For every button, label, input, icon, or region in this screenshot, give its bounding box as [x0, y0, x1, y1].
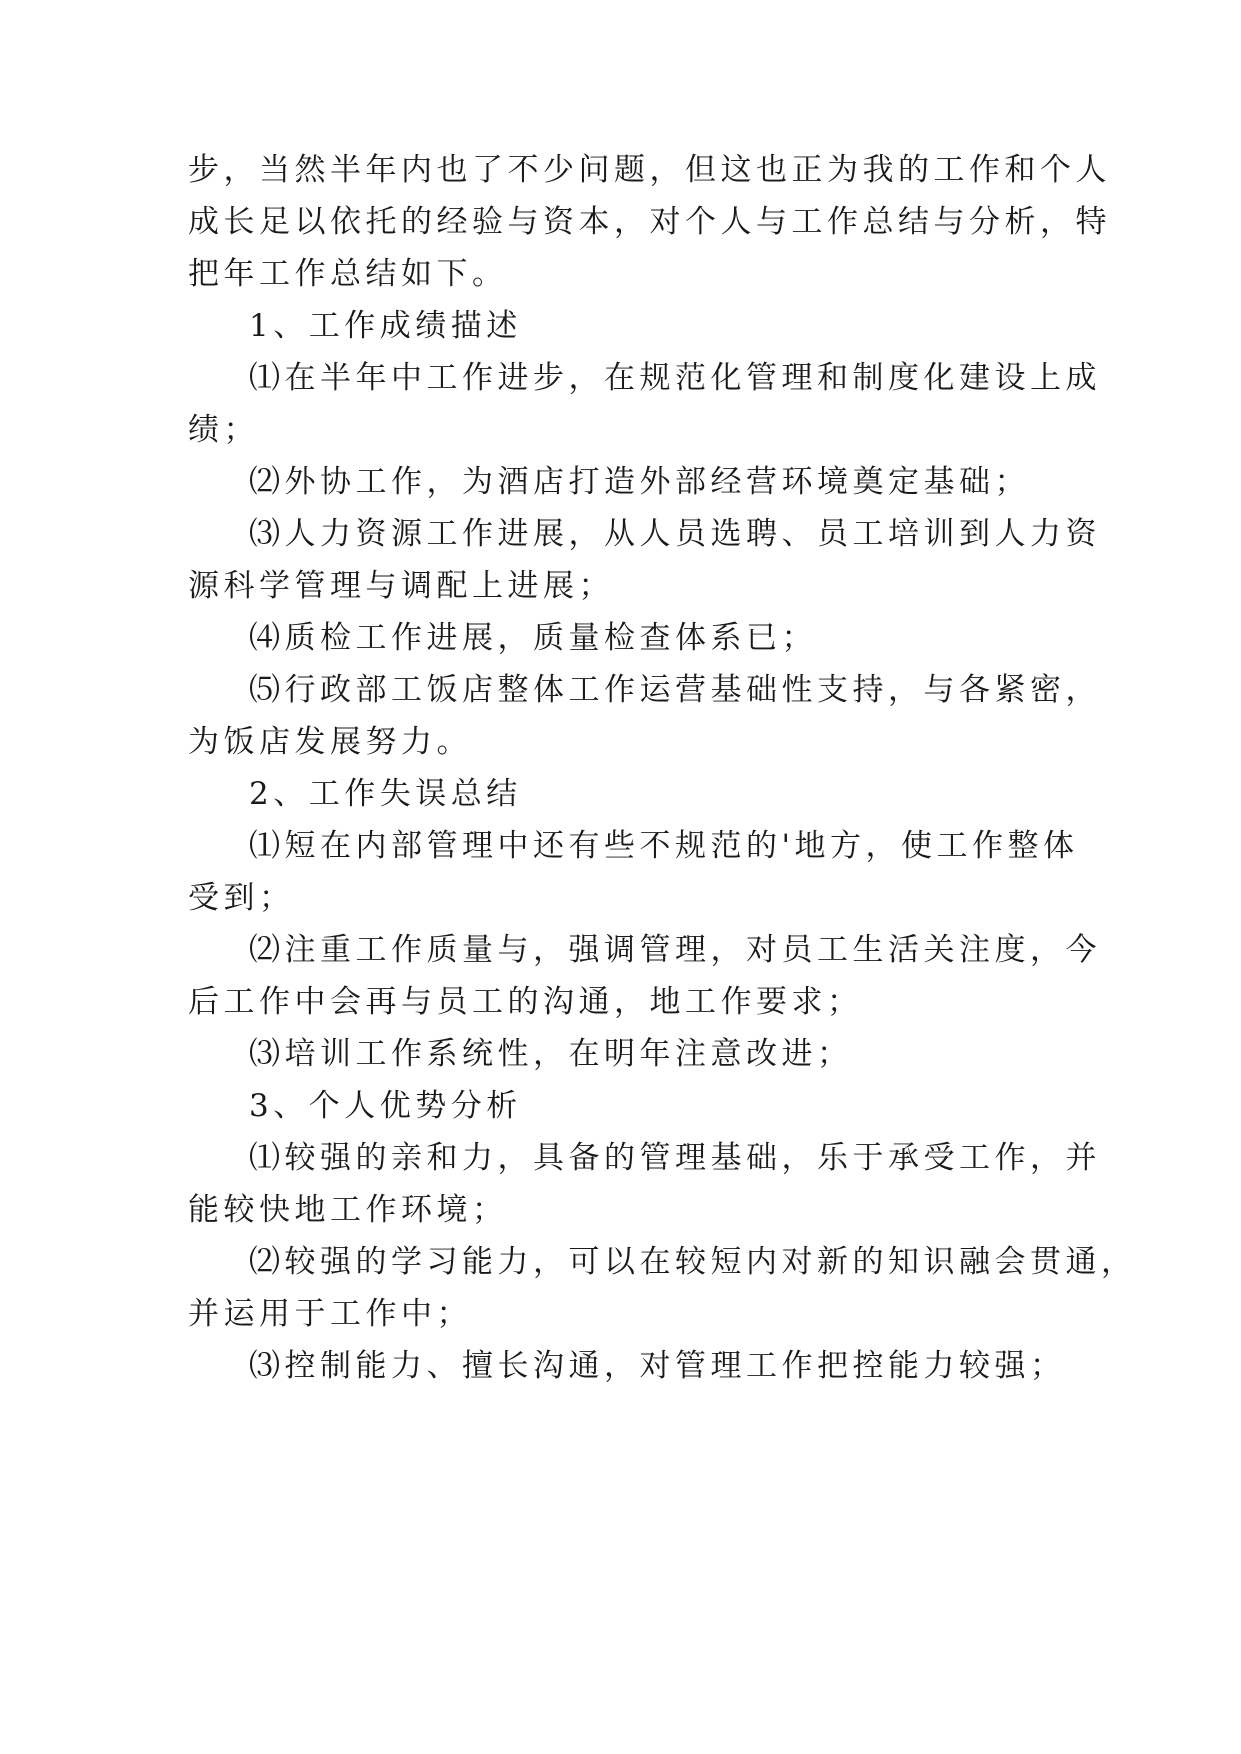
section-heading: 3、个人优势分析	[249, 1088, 522, 1124]
section-heading: 1、工作成绩描述	[249, 308, 522, 344]
section-heading: 2、工作失误总结	[249, 776, 522, 812]
list-item: ⑶控制能力、擅长沟通，对管理工作把控能力较强；	[249, 1348, 1066, 1384]
text-line: 绩；	[188, 412, 259, 448]
list-item: ⑸行政部工饭店整体工作运营基础性支持，与各紧密，	[249, 672, 1101, 708]
list-item: ⑶培训工作系统性，在明年注意改进；	[249, 1036, 853, 1072]
list-item: ⑴在半年中工作进步，在规范化管理和制度化建设上成	[249, 360, 1101, 396]
list-item: ⑷质检工作进展，质量检查体系已；	[249, 620, 817, 656]
list-item: ⑶人力资源工作进展，从人员选聘、员工培训到人力资	[249, 516, 1101, 552]
text-line: 受到；	[188, 880, 295, 916]
list-item: ⑵较强的学习能力，可以在较短内对新的知识融会贯通，	[249, 1244, 1137, 1280]
list-item: ⑴短在内部管理中还有些不规范的'地方，使工作整体	[249, 828, 1079, 864]
list-item: ⑵注重工作质量与，强调管理，对员工生活关注度，今	[249, 932, 1101, 968]
text-line: 成长足以依托的经验与资本，对个人与工作总结与分析，特	[188, 204, 1111, 240]
list-item: ⑴较强的亲和力，具备的管理基础，乐于承受工作，并	[249, 1140, 1101, 1176]
text-line: 并运用于工作中；	[188, 1296, 472, 1332]
text-line: 能较快地工作环境；	[188, 1192, 508, 1228]
list-item: ⑵外协工作，为酒店打造外部经营环境奠定基础；	[249, 464, 1030, 500]
text-line: 把年工作总结如下。	[188, 256, 508, 292]
text-line: 为饭店发展努力。	[188, 724, 472, 760]
text-line: 后工作中会再与员工的沟通，地工作要求；	[188, 984, 863, 1020]
text-line: 步，当然半年内也了不少问题，但这也正为我的工作和个人	[188, 152, 1111, 188]
text-line: 源科学管理与调配上进展；	[188, 568, 614, 604]
